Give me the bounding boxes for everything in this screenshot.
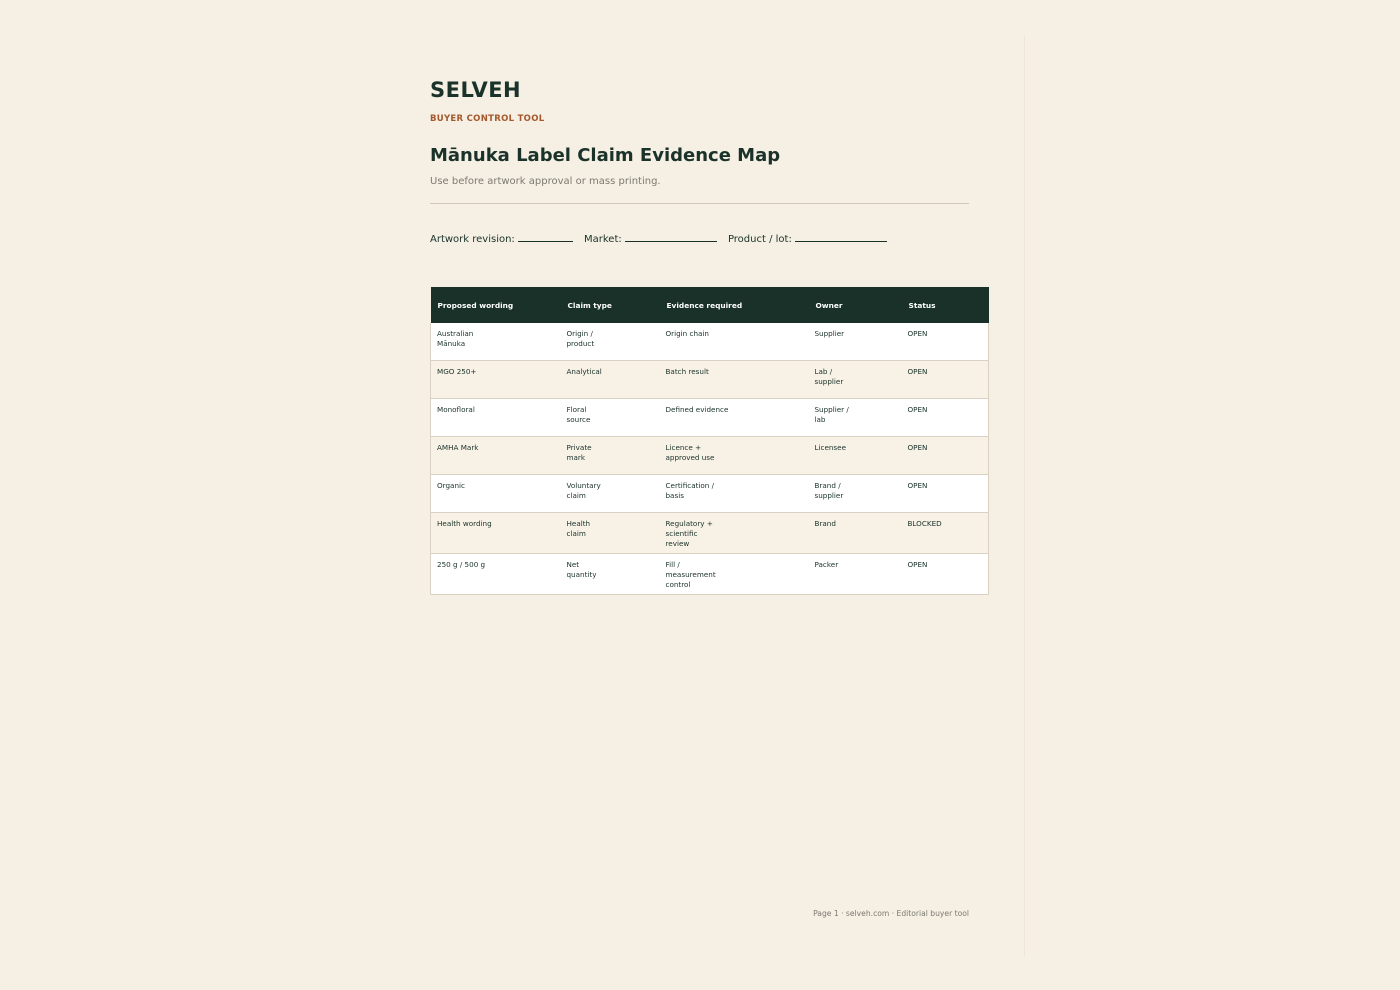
column-header-claim-type: Claim type: [561, 287, 660, 323]
cell-text: Packer: [814, 560, 839, 569]
cell-text: Health claim: [566, 519, 591, 538]
table-row: [431, 475, 989, 513]
cell-evidence-required: [660, 437, 809, 475]
cell-text: Net quantity: [566, 560, 597, 579]
cell-owner: [809, 361, 902, 399]
cell-evidence-required: [660, 323, 809, 361]
page-title: Mānuka Label Claim Evidence Map: [430, 145, 781, 166]
cell-text: 250 g / 500 g: [437, 560, 486, 569]
table-row: [431, 513, 989, 554]
cell-status: [902, 437, 989, 475]
cell-text: Health wording: [437, 519, 492, 528]
cell-text: Origin / product: [566, 329, 595, 348]
cell-evidence-required: [660, 399, 809, 437]
cell-status: [902, 323, 989, 361]
field-label: Product / lot:: [727, 234, 792, 245]
cell-text: Defined evidence: [665, 405, 729, 414]
cell-text: Monofloral: [437, 405, 475, 414]
product-lot-blank[interactable]: [795, 231, 887, 242]
cell-owner: [809, 437, 902, 475]
table-header-row: [431, 287, 989, 323]
cell-claim-type: [561, 513, 660, 554]
cell-text: OPEN: [907, 560, 928, 569]
cell-text: Licensee: [814, 443, 847, 452]
cell-proposed-wording: [431, 475, 561, 513]
cell-proposed-wording: [431, 399, 561, 437]
cell-text: MGO 250+: [437, 367, 477, 376]
cell-text: Supplier: [814, 329, 845, 338]
column-header-proposed-wording: Proposed wording: [431, 287, 561, 323]
column-header-evidence-required: Evidence required: [660, 287, 809, 323]
cell-text: OPEN: [907, 329, 928, 338]
cell-status: [902, 399, 989, 437]
cell-owner: [809, 513, 902, 554]
field-label: Market:: [584, 234, 622, 245]
field-market: [584, 231, 717, 245]
cell-owner: [809, 554, 902, 595]
cell-text: Batch result: [665, 367, 709, 376]
cell-text: OPEN: [907, 481, 928, 490]
cell-text: Australian Mānuka: [437, 329, 474, 348]
page-footer: Page 1 · selveh.com · Editorial buyer tool: [813, 909, 969, 918]
cell-proposed-wording: [431, 437, 561, 475]
cell-text: Brand: [814, 519, 836, 528]
cell-proposed-wording: [431, 554, 561, 595]
cell-proposed-wording: [431, 361, 561, 399]
cell-text: Certification / basis: [665, 481, 715, 500]
kicker-label: BUYER CONTROL TOOL: [430, 114, 545, 124]
header-divider: [430, 203, 969, 204]
cell-status: [902, 361, 989, 399]
column-header-status: Status: [902, 287, 989, 323]
cell-status: [902, 554, 989, 595]
table-row: [431, 437, 989, 475]
page-edge-divider: [1024, 36, 1025, 956]
cell-owner: [809, 323, 902, 361]
cell-text: Private mark: [566, 443, 592, 462]
table-row: [431, 399, 989, 437]
cell-claim-type: [561, 361, 660, 399]
cell-evidence-required: [660, 513, 809, 554]
artwork-revision-blank[interactable]: [518, 231, 573, 242]
cell-evidence-required: [660, 361, 809, 399]
cell-text: Voluntary claim: [566, 481, 601, 500]
cell-claim-type: [561, 399, 660, 437]
cell-proposed-wording: [431, 513, 561, 554]
content-area: [430, 76, 988, 595]
cell-text: AMHA Mark: [437, 443, 479, 452]
page-subtitle: Use before artwork approval or mass printing.: [430, 176, 661, 187]
cell-claim-type: [561, 323, 660, 361]
form-fields-row: [430, 231, 988, 245]
cell-evidence-required: [660, 554, 809, 595]
field-label: Artwork revision:: [430, 234, 515, 245]
cell-text: OPEN: [907, 367, 928, 376]
market-blank[interactable]: [625, 231, 717, 242]
cell-text: OPEN: [907, 405, 928, 414]
cell-text: Lab / supplier: [814, 367, 844, 386]
table-row: [431, 323, 989, 361]
cell-owner: [809, 475, 902, 513]
cell-owner: [809, 399, 902, 437]
cell-proposed-wording: [431, 323, 561, 361]
cell-text: Regulatory + scientific review: [665, 519, 713, 548]
cell-text: Supplier / lab: [814, 405, 849, 424]
cell-text: Origin chain: [665, 329, 709, 338]
cell-text: Licence + approved use: [665, 443, 715, 462]
cell-evidence-required: [660, 475, 809, 513]
cell-claim-type: [561, 437, 660, 475]
cell-text: Analytical: [566, 367, 602, 376]
brand-logo-text: SELVEH: [430, 78, 522, 102]
cell-text: Floral source: [566, 405, 591, 424]
cell-status: [902, 513, 989, 554]
cell-text: OPEN: [907, 443, 928, 452]
cell-text: Organic: [437, 481, 465, 490]
field-artwork-revision: [430, 231, 573, 245]
table-body: [431, 323, 989, 595]
table-row: [431, 554, 989, 595]
cell-text: BLOCKED: [907, 519, 942, 528]
field-product-lot: [728, 231, 887, 245]
cell-claim-type: [561, 554, 660, 595]
claim-evidence-table: [430, 287, 989, 595]
table-header: [431, 287, 989, 323]
cell-text: Fill / measurement control: [665, 560, 716, 589]
cell-text: Brand / supplier: [814, 481, 844, 500]
table-row: [431, 361, 989, 399]
cell-claim-type: [561, 475, 660, 513]
column-header-owner: Owner: [809, 287, 902, 323]
cell-status: [902, 475, 989, 513]
